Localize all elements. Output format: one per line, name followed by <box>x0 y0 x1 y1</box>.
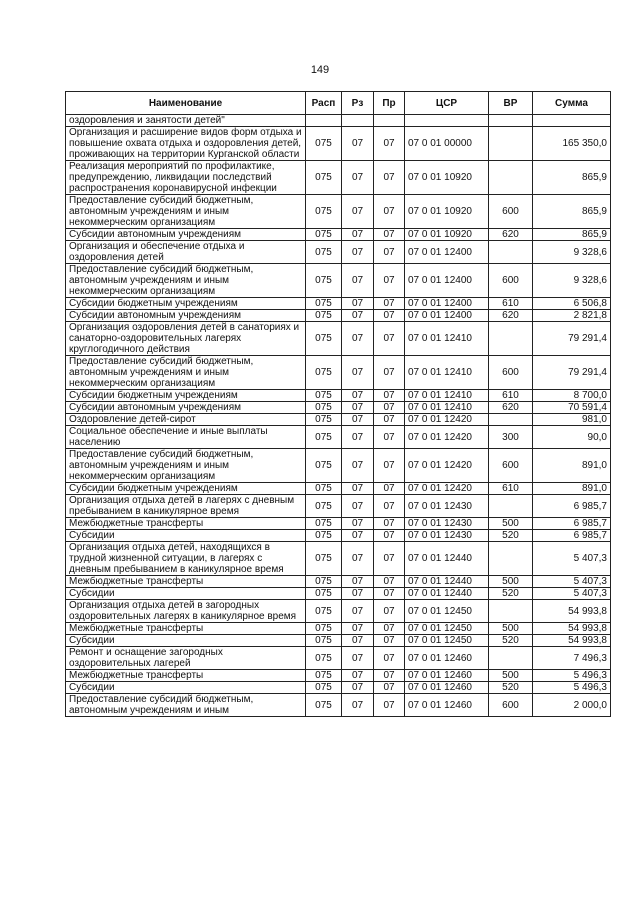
row-csr-cell: 07 0 01 12410 <box>405 356 489 390</box>
row-rasp-cell: 075 <box>306 127 342 161</box>
row-pr-cell: 07 <box>374 264 405 298</box>
row-name-cell: Организация отдыха детей в загородных оздоровительных лагерях в каникулярное время <box>66 600 306 623</box>
table-row <box>66 682 611 694</box>
row-sum-cell: 865,9 <box>533 229 611 241</box>
row-csr-cell: 07 0 01 12460 <box>405 682 489 694</box>
row-name-cell: Организация и расширение видов форм отдыха и повышение охвата отдыха и оздоровления детей, проживающих на территории Курганской области <box>66 127 306 161</box>
row-pr-cell: 07 <box>374 390 405 402</box>
row-pr-cell: 07 <box>374 414 405 426</box>
row-csr-cell: 07 0 01 12450 <box>405 623 489 635</box>
header-csr: ЦСР <box>405 92 489 115</box>
row-rz-cell: 07 <box>342 402 374 414</box>
row-name-cell: Межбюджетные трансферты <box>66 670 306 682</box>
row-rz-cell: 07 <box>342 647 374 670</box>
row-rasp-cell <box>306 115 342 127</box>
row-rz-cell: 07 <box>342 495 374 518</box>
row-csr-cell: 07 0 01 12430 <box>405 530 489 542</box>
row-name-cell: Организация и обеспечение отдыха и оздоровления детей <box>66 241 306 264</box>
row-rasp-cell: 075 <box>306 495 342 518</box>
row-rasp-cell: 075 <box>306 229 342 241</box>
row-vr-cell: 520 <box>489 530 533 542</box>
row-sum-cell: 79 291,4 <box>533 322 611 356</box>
row-pr-cell: 07 <box>374 483 405 495</box>
table-row <box>66 402 611 414</box>
row-name-cell: Субсидии автономным учреждениям <box>66 310 306 322</box>
row-pr-cell: 07 <box>374 402 405 414</box>
row-vr-cell: 520 <box>489 588 533 600</box>
row-rz-cell: 07 <box>342 682 374 694</box>
row-csr-cell: 07 0 01 10920 <box>405 161 489 195</box>
row-rasp-cell: 075 <box>306 264 342 298</box>
row-rasp-cell: 075 <box>306 682 342 694</box>
row-name-cell: Субсидии автономным учреждениям <box>66 402 306 414</box>
row-name-cell: Ремонт и оснащение загородных оздоровительных лагерей <box>66 647 306 670</box>
table-row <box>66 694 611 717</box>
row-vr-cell: 610 <box>489 390 533 402</box>
row-rasp-cell: 075 <box>306 588 342 600</box>
row-csr-cell: 07 0 01 12410 <box>405 402 489 414</box>
row-rz-cell: 07 <box>342 161 374 195</box>
table-row <box>66 426 611 449</box>
row-sum-cell: 6 985,7 <box>533 530 611 542</box>
row-vr-cell <box>489 647 533 670</box>
row-sum-cell: 90,0 <box>533 426 611 449</box>
row-sum-cell: 9 328,6 <box>533 264 611 298</box>
row-name-cell: Организация отдыха детей в лагерях с дневным пребыванием в каникулярное время <box>66 495 306 518</box>
row-rz-cell: 07 <box>342 449 374 483</box>
row-vr-cell: 610 <box>489 298 533 310</box>
row-vr-cell: 610 <box>489 483 533 495</box>
row-pr-cell: 07 <box>374 530 405 542</box>
row-sum-cell: 54 993,8 <box>533 623 611 635</box>
table-row <box>66 115 611 127</box>
row-rasp-cell: 075 <box>306 694 342 717</box>
row-rz-cell: 07 <box>342 635 374 647</box>
row-rasp-cell: 075 <box>306 600 342 623</box>
row-rz-cell: 07 <box>342 694 374 717</box>
row-name-cell: оздоровления и занятости детей" <box>66 115 306 127</box>
row-vr-cell <box>489 600 533 623</box>
row-rasp-cell: 075 <box>306 635 342 647</box>
row-sum-cell: 54 993,8 <box>533 635 611 647</box>
row-pr-cell: 07 <box>374 542 405 576</box>
row-csr-cell: 07 0 01 12420 <box>405 449 489 483</box>
row-name-cell: Предоставление субсидий бюджетным, автономным учреждениям и иным некоммерческим организациям <box>66 449 306 483</box>
row-rz-cell: 07 <box>342 588 374 600</box>
row-rz-cell: 07 <box>342 310 374 322</box>
row-vr-cell: 520 <box>489 682 533 694</box>
row-rz-cell <box>342 115 374 127</box>
row-name-cell: Предоставление субсидий бюджетным, автономным учреждениям и иным некоммерческим организациям <box>66 264 306 298</box>
row-name-cell: Субсидии <box>66 682 306 694</box>
header-name: Наименование <box>66 92 306 115</box>
row-pr-cell: 07 <box>374 449 405 483</box>
row-csr-cell <box>405 115 489 127</box>
row-rasp-cell: 075 <box>306 161 342 195</box>
row-rasp-cell: 075 <box>306 647 342 670</box>
row-rasp-cell: 075 <box>306 542 342 576</box>
table-row <box>66 310 611 322</box>
table-row <box>66 298 611 310</box>
table-row <box>66 229 611 241</box>
row-rasp-cell: 075 <box>306 426 342 449</box>
row-pr-cell: 07 <box>374 518 405 530</box>
row-rasp-cell: 075 <box>306 241 342 264</box>
row-pr-cell: 07 <box>374 241 405 264</box>
row-sum-cell <box>533 115 611 127</box>
header-sum: Сумма <box>533 92 611 115</box>
row-name-cell: Субсидии бюджетным учреждениям <box>66 483 306 495</box>
table-row <box>66 518 611 530</box>
row-rz-cell: 07 <box>342 414 374 426</box>
row-pr-cell: 07 <box>374 322 405 356</box>
row-rz-cell: 07 <box>342 623 374 635</box>
row-csr-cell: 07 0 01 12440 <box>405 576 489 588</box>
row-name-cell: Предоставление субсидий бюджетным, автономным учреждениям и иным некоммерческим организациям <box>66 356 306 390</box>
row-rz-cell: 07 <box>342 241 374 264</box>
row-rz-cell: 07 <box>342 576 374 588</box>
table-row <box>66 390 611 402</box>
row-csr-cell: 07 0 01 12420 <box>405 426 489 449</box>
row-rasp-cell: 075 <box>306 310 342 322</box>
table-row <box>66 647 611 670</box>
table-row <box>66 264 611 298</box>
row-sum-cell: 891,0 <box>533 483 611 495</box>
row-csr-cell: 07 0 01 12400 <box>405 264 489 298</box>
row-vr-cell: 500 <box>489 670 533 682</box>
page-number: 149 <box>310 64 330 76</box>
row-pr-cell: 07 <box>374 694 405 717</box>
row-vr-cell: 500 <box>489 576 533 588</box>
row-csr-cell: 07 0 01 10920 <box>405 229 489 241</box>
table-body <box>66 115 611 717</box>
row-pr-cell: 07 <box>374 161 405 195</box>
row-sum-cell: 54 993,8 <box>533 600 611 623</box>
row-sum-cell: 981,0 <box>533 414 611 426</box>
row-csr-cell: 07 0 01 12460 <box>405 647 489 670</box>
row-csr-cell: 07 0 01 12410 <box>405 390 489 402</box>
row-rz-cell: 07 <box>342 518 374 530</box>
row-rasp-cell: 075 <box>306 530 342 542</box>
table-row <box>66 127 611 161</box>
table-header-row <box>66 92 611 115</box>
row-pr-cell <box>374 115 405 127</box>
row-csr-cell: 07 0 01 12400 <box>405 310 489 322</box>
row-rasp-cell: 075 <box>306 390 342 402</box>
row-vr-cell: 600 <box>489 449 533 483</box>
row-rasp-cell: 075 <box>306 576 342 588</box>
row-vr-cell <box>489 495 533 518</box>
row-sum-cell: 5 496,3 <box>533 682 611 694</box>
row-name-cell: Субсидии <box>66 588 306 600</box>
row-name-cell: Межбюджетные трансферты <box>66 623 306 635</box>
row-csr-cell: 07 0 01 12430 <box>405 495 489 518</box>
row-pr-cell: 07 <box>374 229 405 241</box>
row-rasp-cell: 075 <box>306 298 342 310</box>
table-row <box>66 449 611 483</box>
row-rz-cell: 07 <box>342 390 374 402</box>
row-pr-cell: 07 <box>374 310 405 322</box>
table-row <box>66 161 611 195</box>
header-vr: ВР <box>489 92 533 115</box>
row-name-cell: Межбюджетные трансферты <box>66 518 306 530</box>
row-rasp-cell: 075 <box>306 483 342 495</box>
row-vr-cell: 600 <box>489 264 533 298</box>
row-vr-cell: 300 <box>489 426 533 449</box>
row-sum-cell: 70 591,4 <box>533 402 611 414</box>
row-sum-cell: 8 700,0 <box>533 390 611 402</box>
row-rz-cell: 07 <box>342 426 374 449</box>
row-vr-cell: 520 <box>489 635 533 647</box>
row-sum-cell: 79 291,4 <box>533 356 611 390</box>
row-rz-cell: 07 <box>342 264 374 298</box>
table-row <box>66 483 611 495</box>
row-name-cell: Предоставление субсидий бюджетным, автономным учреждениям и иным <box>66 694 306 717</box>
row-csr-cell: 07 0 01 12420 <box>405 483 489 495</box>
row-pr-cell: 07 <box>374 576 405 588</box>
row-pr-cell: 07 <box>374 426 405 449</box>
row-sum-cell: 891,0 <box>533 449 611 483</box>
table-row <box>66 414 611 426</box>
row-name-cell: Субсидии <box>66 530 306 542</box>
row-name-cell: Предоставление субсидий бюджетным, автономным учреждениям и иным некоммерческим организациям <box>66 195 306 229</box>
row-pr-cell: 07 <box>374 647 405 670</box>
row-rasp-cell: 075 <box>306 670 342 682</box>
row-sum-cell: 165 350,0 <box>533 127 611 161</box>
row-sum-cell: 865,9 <box>533 195 611 229</box>
row-vr-cell: 600 <box>489 694 533 717</box>
row-csr-cell: 07 0 01 12400 <box>405 241 489 264</box>
row-pr-cell: 07 <box>374 588 405 600</box>
row-vr-cell <box>489 161 533 195</box>
row-rasp-cell: 075 <box>306 195 342 229</box>
row-rasp-cell: 075 <box>306 402 342 414</box>
row-csr-cell: 07 0 01 12420 <box>405 414 489 426</box>
header-rz: Рз <box>342 92 374 115</box>
row-sum-cell: 865,9 <box>533 161 611 195</box>
row-name-cell: Субсидии <box>66 635 306 647</box>
table-row <box>66 576 611 588</box>
row-rasp-cell: 075 <box>306 356 342 390</box>
table-row <box>66 495 611 518</box>
row-sum-cell: 5 407,3 <box>533 542 611 576</box>
row-csr-cell: 07 0 01 12440 <box>405 542 489 576</box>
row-vr-cell <box>489 241 533 264</box>
header-rasp: Расп <box>306 92 342 115</box>
row-sum-cell: 6 985,7 <box>533 495 611 518</box>
row-csr-cell: 07 0 01 10920 <box>405 195 489 229</box>
row-vr-cell: 500 <box>489 518 533 530</box>
row-rasp-cell: 075 <box>306 414 342 426</box>
row-vr-cell <box>489 542 533 576</box>
row-rz-cell: 07 <box>342 356 374 390</box>
row-rz-cell: 07 <box>342 600 374 623</box>
row-name-cell: Межбюджетные трансферты <box>66 576 306 588</box>
row-sum-cell: 9 328,6 <box>533 241 611 264</box>
table-row <box>66 623 611 635</box>
row-vr-cell <box>489 115 533 127</box>
row-name-cell: Социальное обеспечение и иные выплаты населению <box>66 426 306 449</box>
table-row <box>66 600 611 623</box>
row-rz-cell: 07 <box>342 542 374 576</box>
row-vr-cell: 600 <box>489 356 533 390</box>
row-vr-cell: 620 <box>489 229 533 241</box>
row-rasp-cell: 075 <box>306 322 342 356</box>
row-vr-cell: 500 <box>489 623 533 635</box>
row-pr-cell: 07 <box>374 682 405 694</box>
row-name-cell: Субсидии автономным учреждениям <box>66 229 306 241</box>
row-sum-cell: 6 506,8 <box>533 298 611 310</box>
row-sum-cell: 5 407,3 <box>533 576 611 588</box>
row-name-cell: Субсидии бюджетным учреждениям <box>66 390 306 402</box>
row-rz-cell: 07 <box>342 322 374 356</box>
table-row <box>66 241 611 264</box>
row-sum-cell: 5 407,3 <box>533 588 611 600</box>
table-row <box>66 322 611 356</box>
row-rz-cell: 07 <box>342 229 374 241</box>
row-csr-cell: 07 0 01 12450 <box>405 635 489 647</box>
row-rz-cell: 07 <box>342 127 374 161</box>
row-sum-cell: 2 000,0 <box>533 694 611 717</box>
row-pr-cell: 07 <box>374 356 405 390</box>
header-pr: Пр <box>374 92 405 115</box>
row-vr-cell <box>489 127 533 161</box>
row-vr-cell: 620 <box>489 310 533 322</box>
row-sum-cell: 6 985,7 <box>533 518 611 530</box>
table-row <box>66 530 611 542</box>
row-vr-cell: 600 <box>489 195 533 229</box>
row-rasp-cell: 075 <box>306 518 342 530</box>
row-pr-cell: 07 <box>374 298 405 310</box>
row-pr-cell: 07 <box>374 670 405 682</box>
row-pr-cell: 07 <box>374 127 405 161</box>
row-sum-cell: 7 496,3 <box>533 647 611 670</box>
row-csr-cell: 07 0 01 12460 <box>405 670 489 682</box>
row-pr-cell: 07 <box>374 623 405 635</box>
row-csr-cell: 07 0 01 12430 <box>405 518 489 530</box>
row-name-cell: Субсидии бюджетным учреждениям <box>66 298 306 310</box>
row-rz-cell: 07 <box>342 670 374 682</box>
row-pr-cell: 07 <box>374 495 405 518</box>
row-csr-cell: 07 0 01 12450 <box>405 600 489 623</box>
row-csr-cell: 07 0 01 12460 <box>405 694 489 717</box>
row-vr-cell <box>489 414 533 426</box>
table-row <box>66 356 611 390</box>
budget-table <box>65 91 611 717</box>
table-row <box>66 195 611 229</box>
row-pr-cell: 07 <box>374 635 405 647</box>
row-vr-cell: 620 <box>489 402 533 414</box>
row-csr-cell: 07 0 01 12400 <box>405 298 489 310</box>
row-sum-cell: 5 496,3 <box>533 670 611 682</box>
table-row <box>66 635 611 647</box>
row-csr-cell: 07 0 01 12440 <box>405 588 489 600</box>
row-csr-cell: 07 0 01 12410 <box>405 322 489 356</box>
row-rasp-cell: 075 <box>306 449 342 483</box>
row-rasp-cell: 075 <box>306 623 342 635</box>
table-row <box>66 670 611 682</box>
row-csr-cell: 07 0 01 00000 <box>405 127 489 161</box>
row-rz-cell: 07 <box>342 195 374 229</box>
table-row <box>66 542 611 576</box>
row-vr-cell <box>489 322 533 356</box>
row-name-cell: Организация отдыха детей, находящихся в трудной жизненной ситуации, в лагерях с дневным пребыванием в каникулярное время <box>66 542 306 576</box>
row-name-cell: Организация оздоровления детей в санаториях и санаторно-оздоровительных лагерях круглогодичного действия <box>66 322 306 356</box>
row-sum-cell: 2 821,8 <box>533 310 611 322</box>
row-rz-cell: 07 <box>342 483 374 495</box>
row-pr-cell: 07 <box>374 195 405 229</box>
row-rz-cell: 07 <box>342 298 374 310</box>
table-row <box>66 588 611 600</box>
row-rz-cell: 07 <box>342 530 374 542</box>
row-name-cell: Реализация мероприятий по профилактике, предупреждению, ликвидации последствий распространения коронавирусной инфекции <box>66 161 306 195</box>
row-pr-cell: 07 <box>374 600 405 623</box>
row-name-cell: Оздоровление детей-сирот <box>66 414 306 426</box>
